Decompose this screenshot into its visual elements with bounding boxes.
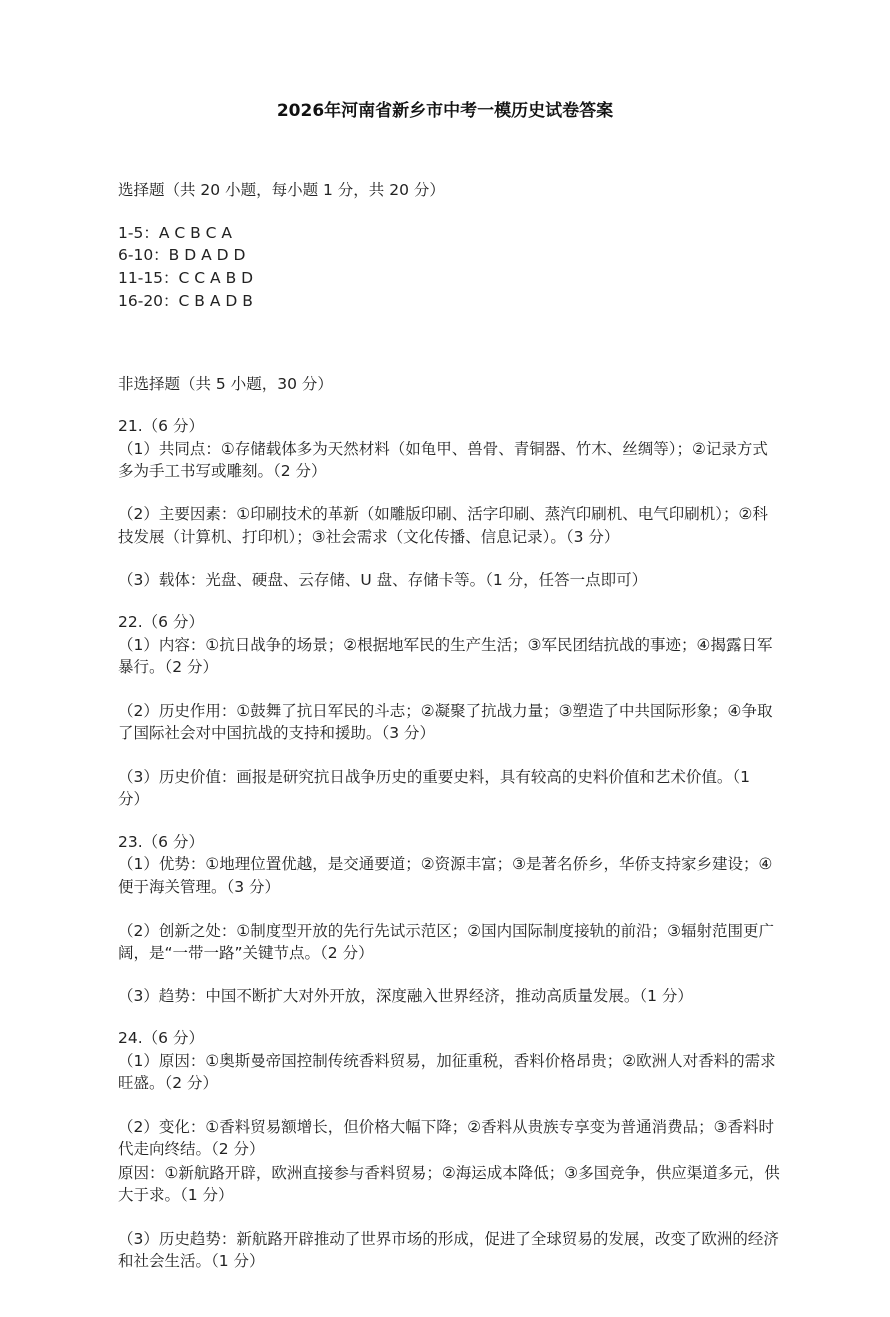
q22-part3-line: （3）历史价值：画报是研究抗日战争历史的重要史料，具有较高的史料价值和艺术价值。（1 — [118, 768, 750, 786]
q24-part1-line: 旺盛。（2 分） — [118, 1074, 219, 1092]
q22-number: 22.（6 分） — [118, 613, 204, 631]
q23-part2-line: （2）创新之处：①制度型开放的先行先试示范区；②国内国际制度接轨的前沿；③辐射范围更广 — [118, 922, 775, 940]
mc-answer-row: 6-10：B D A D D — [118, 246, 246, 264]
q24-part2-line: 代走向终结。（2 分） — [118, 1140, 265, 1158]
q24-part2-reason-line: 大于求。（1 分） — [118, 1186, 234, 1204]
q21-part2-line: 技发展（计算机、打印机）；③社会需求（文化传播、信息记录）。（3 分） — [118, 528, 620, 546]
q24-part3-line: （3）历史趋势：新航路开辟推动了世界市场的形成，促进了全球贸易的发展，改变了欧洲的经济 — [118, 1230, 779, 1248]
q22-part3-line: 分） — [118, 790, 150, 808]
q24-part1-line: （1）原因：①奥斯曼帝国控制传统香料贸易，加征重税，香料价格昂贵；②欧洲人对香料的需求 — [118, 1052, 776, 1070]
q22-part2-line: 了国际社会对中国抗战的支持和援助。（3 分） — [118, 724, 436, 742]
mc-answer-row: 16-20：C B A D B — [118, 292, 253, 310]
q22-part1-line: 暴行。（2 分） — [118, 658, 219, 676]
q23-part1-line: （1）优势：①地理位置优越，是交通要道；②资源丰富；③是著名侨乡，华侨支持家乡建设；④ — [118, 855, 773, 873]
q23-number: 23.（6 分） — [118, 833, 204, 851]
q23-part3-line: （3）趋势：中国不断扩大对外开放，深度融入世界经济，推动高质量发展。（1 分） — [118, 987, 693, 1005]
nonmc-section-header: 非选择题（共 5 小题，30 分） — [118, 375, 333, 393]
mc-section-header: 选择题（共 20 小题，每小题 1 分，共 20 分） — [118, 181, 445, 199]
q22-part2-line: （2）历史作用：①鼓舞了抗日军民的斗志；②凝聚了抗战力量；③塑造了中共国际形象；④争取 — [118, 702, 773, 720]
q23-part2-line: 阔，是“一带一路”关键节点。（2 分） — [118, 944, 374, 962]
q24-part3-line: 和社会生活。（1 分） — [118, 1252, 265, 1270]
q24-part2-line: （2）变化：①香料贸易额增长，但价格大幅下降；②香料从贵族专享变为普通消费品；③香料时 — [118, 1118, 775, 1136]
q21-part1-line: 多为手工书写或雕刻。（2 分） — [118, 462, 327, 480]
page-title: 2026年河南省新乡市中考一模历史试卷答案 — [276, 101, 614, 121]
mc-answer-row: 1-5：A C B C A — [118, 224, 233, 242]
mc-answer-row: 11-15：C C A B D — [118, 269, 254, 287]
q21-number: 21.（6 分） — [118, 417, 204, 435]
q22-part1-line: （1）内容：①抗日战争的场景；②根据地军民的生产生活；③军民团结抗战的事迹；④揭露日军 — [118, 636, 773, 654]
q21-part1-line: （1）共同点：①存储载体多为天然材料（如龟甲、兽骨、青铜器、竹木、丝绸等）；②记录方式 — [118, 440, 768, 458]
q24-part2-reason-line: 原因：①新航路开辟，欧洲直接参与香料贸易；②海运成本降低；③多国竞争，供应渠道多元，供 — [118, 1164, 780, 1182]
q21-part3-line: （3）载体：光盘、硬盘、云存储、U 盘、存储卡等。（1 分，任答一点即可） — [118, 571, 648, 589]
q23-part1-line: 便于海关管理。（3 分） — [118, 878, 281, 896]
q24-number: 24.（6 分） — [118, 1029, 204, 1047]
q21-part2-line: （2）主要因素：①印刷技术的革新（如雕版印刷、活字印刷、蒸汽印刷机、电气印刷机）；②科 — [118, 505, 768, 523]
